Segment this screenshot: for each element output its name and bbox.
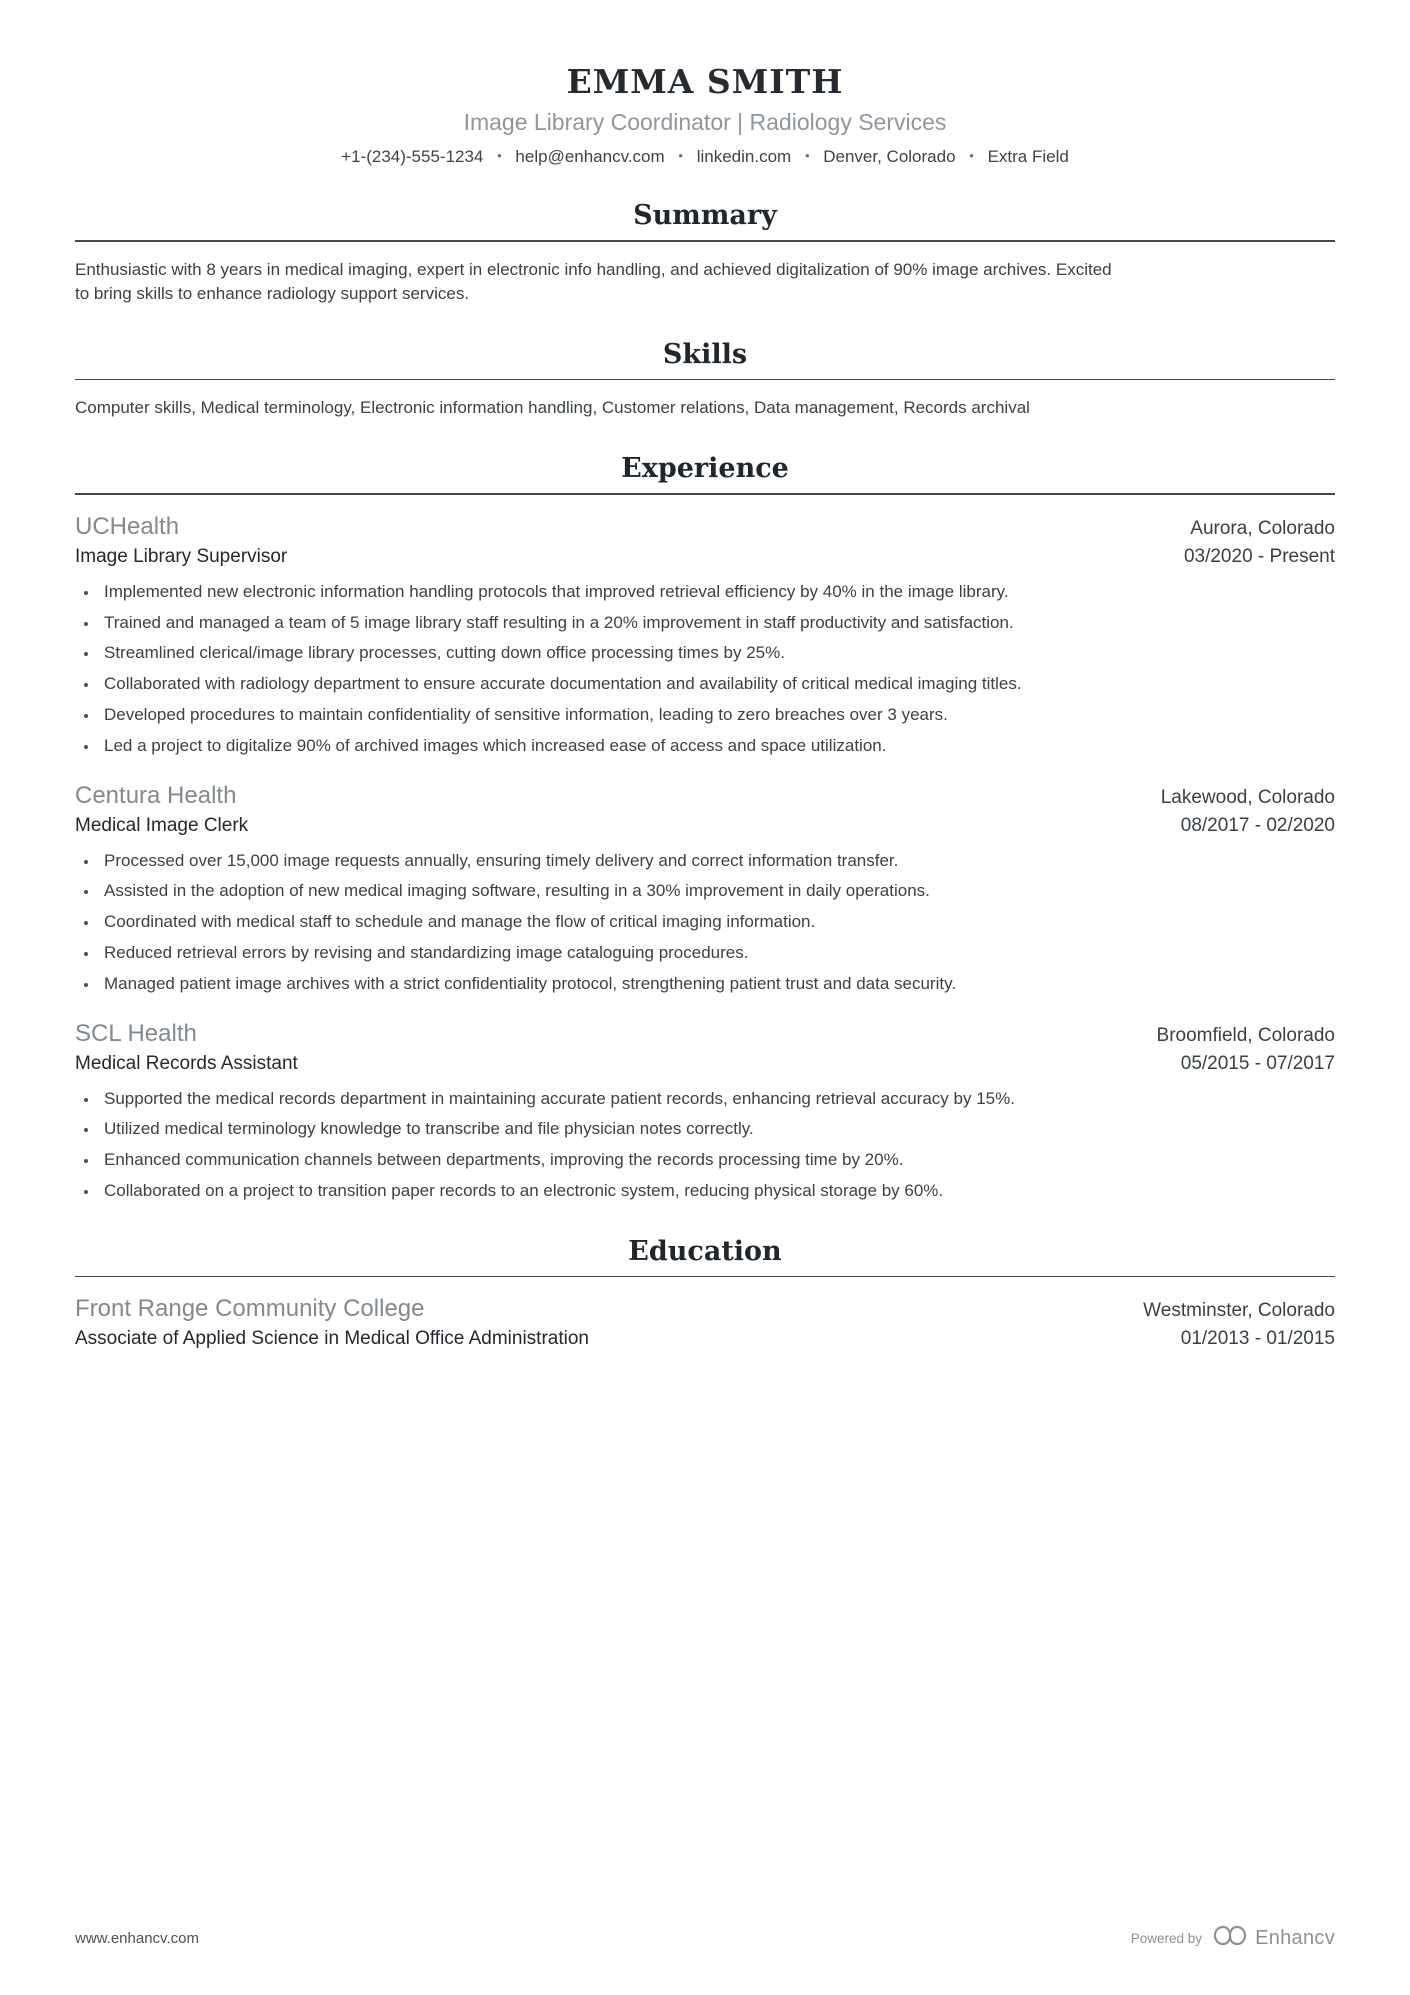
section-skills [75, 339, 1335, 421]
job-role: Medical Image Clerk [75, 814, 249, 836]
school-location: Westminster, Colorado [1143, 1300, 1335, 1322]
job-bullets [75, 580, 1120, 758]
bullet-item: • Collaborated on a project to transition paper records to an electronic system, reducing physical storage by 60%. [99, 1179, 1120, 1203]
company-name: Centura Health [75, 781, 237, 809]
bullet-item: • Developed procedures to maintain confidentiality of sensitive information, leading to zero breaches over 3 years. [99, 703, 1120, 727]
contact-row [75, 147, 1335, 167]
powered-by-label: Powered by [1130, 1930, 1203, 1946]
separator-dot: • [804, 148, 810, 163]
powered-by [1131, 1925, 1335, 1951]
experience-entry [75, 513, 1335, 758]
bullet-item: • Processed over 15,000 image requests annually, ensuring timely delivery and correct information transfer. [99, 849, 1120, 873]
bullet-item: • Led a project to digitalize 90% of archived images which increased ease of access and space utilization. [99, 734, 1120, 758]
enhancv-logo [1213, 1925, 1335, 1951]
bullet-item: • Implemented new electronic information handling protocols that improved retrieval efficiency by 40% in the image library. [99, 580, 1120, 604]
bullet-item: • Assisted in the adoption of new medical imaging software, resulting in a 30% improvement in daily operations. [99, 879, 1120, 903]
section-education [75, 1236, 1335, 1351]
company-name: UCHealth [75, 512, 180, 540]
job-role: Medical Records Assistant [75, 1052, 298, 1074]
experience-heading: Experience [621, 453, 789, 485]
job-dates: 05/2015 - 07/2017 [1180, 1052, 1335, 1074]
bullet-item: • Enhanced communication channels between departments, improving the records processing time by 20%. [99, 1148, 1120, 1172]
separator-dot: • [678, 148, 683, 163]
education-entry [75, 1295, 1335, 1350]
job-location: Aurora, Colorado [1190, 517, 1335, 539]
separator-dot: • [969, 148, 974, 163]
contact-email[interactable]: help@enhancv.com [515, 147, 665, 166]
experience-entry [75, 1020, 1335, 1203]
bullet-item: • Utilized medical terminology knowledge to transcribe and file physician notes correctly. [99, 1117, 1120, 1141]
experience-entry [75, 782, 1335, 996]
contact-location: Denver, Colorado [823, 147, 956, 166]
contact-phone: +1-(234)-555-1234 [341, 147, 484, 166]
job-location: Lakewood, Colorado [1160, 786, 1335, 808]
education-heading: Education [628, 1235, 782, 1267]
resume-header [75, 62, 1335, 167]
enhancv-site-link[interactable]: www.enhancv.com [75, 1929, 199, 1947]
job-bullets [75, 1087, 1120, 1203]
job-dates: 08/2017 - 02/2020 [1180, 814, 1335, 836]
contact-extra-field: Extra Field [987, 147, 1069, 166]
job-location: Broomfield, Colorado [1156, 1024, 1335, 1046]
page-footer [75, 1925, 1335, 1951]
bullet-item: • Coordinated with medical staff to schedule and manage the flow of critical imaging information. [99, 910, 1120, 934]
job-dates: 03/2020 - Present [1183, 545, 1335, 567]
person-name: EMMA SMITH [566, 62, 844, 101]
bullet-item: • Streamlined clerical/image library processes, cutting down office processing times by 25%. [99, 641, 1120, 665]
summary-text: Enthusiastic with 8 years in medical imaging, expert in electronic info handling, and achieved digitalization of 90% image archives. Excited to bring skills to enhance radiology support services. [75, 259, 1112, 303]
summary-heading: Summary [633, 200, 777, 231]
bullet-item: • Collaborated with radiology department to ensure accurate documentation and availability of critical medical imaging titles. [99, 672, 1120, 696]
section-summary [75, 200, 1335, 306]
separator-dot: • [497, 148, 502, 163]
bullet-item: • Trained and managed a team of 5 image library staff resulting in a 20% improvement in staff productivity and satisfaction. [99, 611, 1120, 635]
bullet-item: • Reduced retrieval errors by revising and standardizing image cataloguing procedures. [99, 941, 1120, 965]
skills-text: Computer skills, Medical terminology, Electronic information handling, Customer relations, Data management, Records archival [75, 398, 1030, 418]
job-role: Image Library Supervisor [75, 545, 288, 567]
degree-name: Associate of Applied Science in Medical Office Administration [75, 1328, 589, 1350]
company-name: SCL Health [75, 1019, 197, 1047]
section-experience [75, 453, 1335, 1202]
job-bullets [75, 849, 1120, 996]
bullet-item: • Supported the medical records department in maintaining accurate patient records, enhancing retrieval accuracy by 15%. [99, 1087, 1120, 1111]
enhancv-brand-name: Enhancv [1255, 1926, 1335, 1949]
school-name: Front Range Community College [75, 1295, 425, 1323]
education-dates: 01/2013 - 01/2015 [1180, 1328, 1335, 1350]
bullet-item: • Managed patient image archives with a strict confidentiality protocol, strengthening patient trust and data security. [99, 972, 1120, 996]
skills-heading: Skills [662, 338, 748, 370]
person-job-title: Image Library Coordinator | Radiology Services [463, 109, 947, 135]
contact-linkedin[interactable]: linkedin.com [696, 147, 792, 166]
enhancv-infinity-icon [1213, 1925, 1247, 1951]
